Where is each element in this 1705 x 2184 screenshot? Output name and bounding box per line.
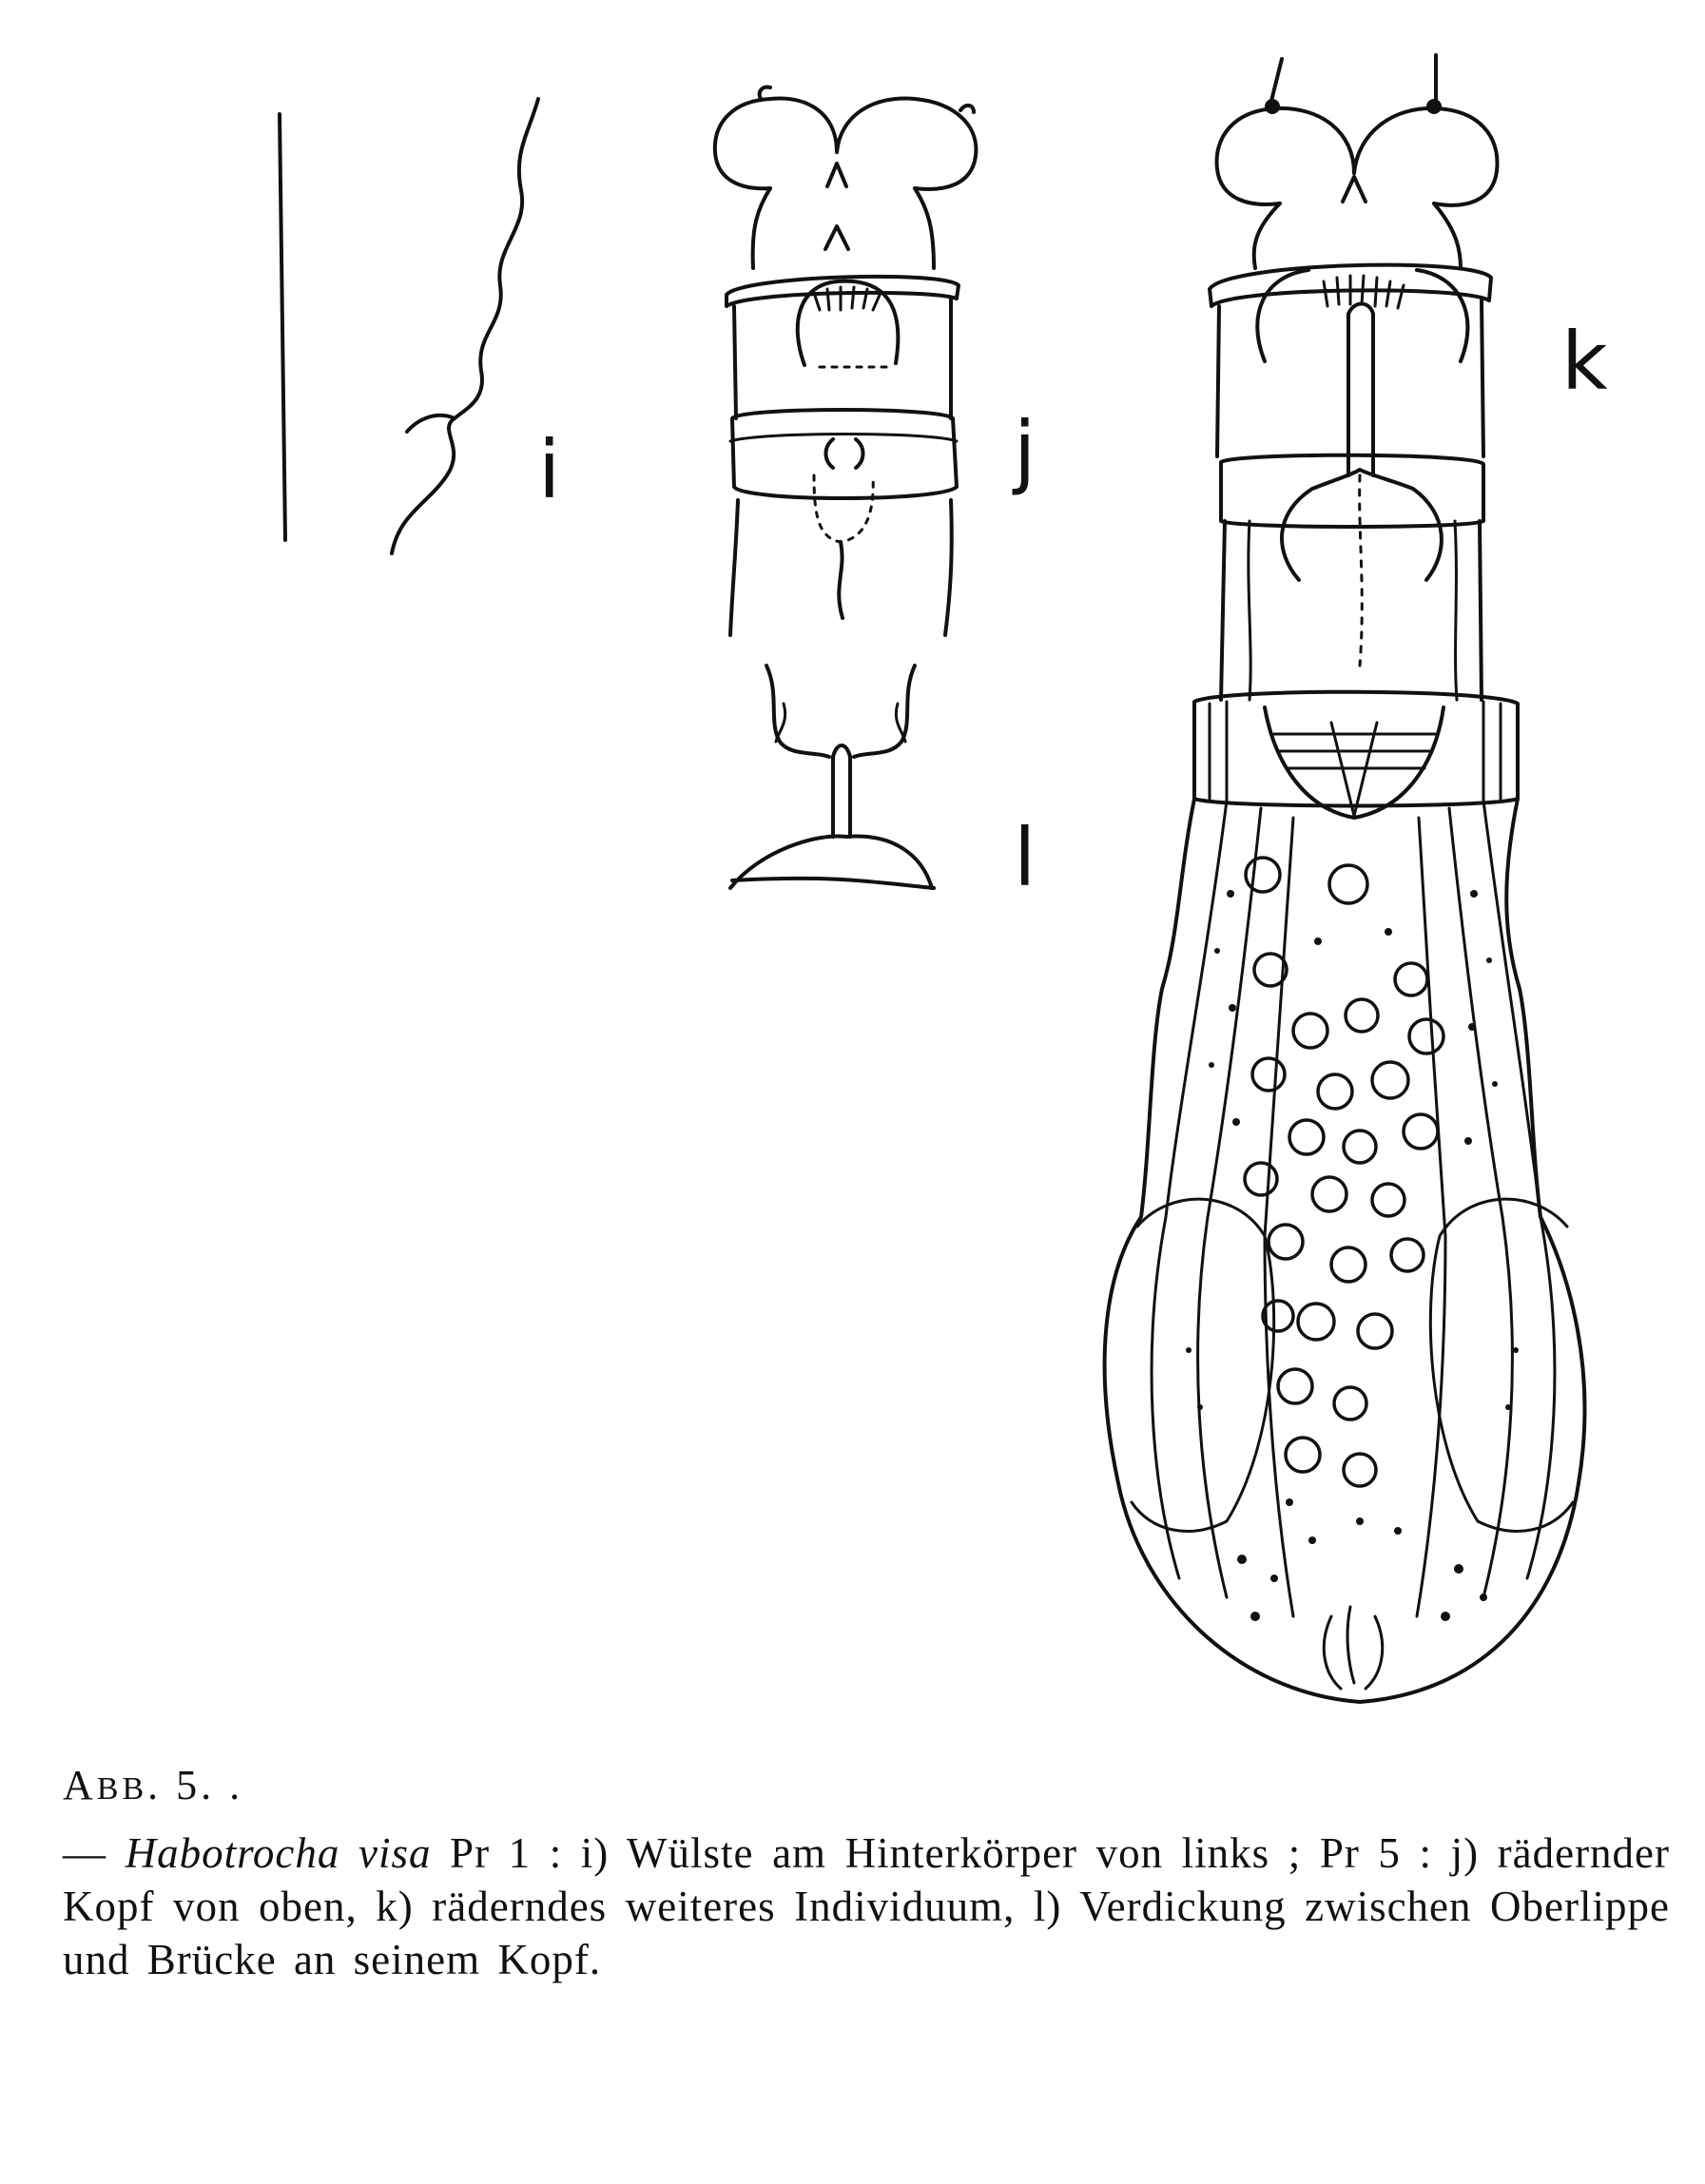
panel-k-longitudinal-right-1 [1483, 801, 1555, 1578]
panel-k-neck [1254, 203, 1461, 268]
panel-k-right-arc [1417, 270, 1467, 361]
caption-species: Habotrocha visa [125, 1829, 432, 1877]
panel-j-cilia [814, 287, 881, 310]
panel-i-wavy-line [392, 99, 538, 553]
panel-k-left-arc [1257, 270, 1308, 361]
panel-i-drawing [280, 99, 538, 553]
panel-l-base [732, 879, 934, 888]
panel-k-ring [1221, 455, 1483, 527]
figure-number [63, 1761, 1670, 1809]
panel-j-gut-tube [839, 542, 843, 618]
panel-j-ring [732, 410, 957, 498]
figure-number-lead: A [63, 1762, 97, 1808]
panel-label-j: j [1014, 404, 1037, 497]
panel-k-lower-lip [1343, 177, 1366, 202]
panel-k-left-lobe [1217, 108, 1354, 204]
panel-label-l: l [1014, 811, 1037, 904]
panel-label-k: k [1561, 315, 1608, 408]
panel-k-eggs [1245, 858, 1443, 1486]
panel-k-longitudinal-left-1 [1152, 801, 1227, 1578]
panel-j-right-lobe [837, 98, 976, 188]
panel-k-mastax-tube [1348, 304, 1373, 476]
panel-l-left-arm [766, 666, 829, 757]
panel-k-pseudo-segment [1194, 692, 1518, 806]
panel-l-stalk [833, 745, 850, 837]
panel-l-right-tip [896, 704, 905, 742]
panel-label-i: i [538, 423, 561, 516]
panel-k-granules [1186, 890, 1519, 1621]
figure-number-smallcaps: BB [96, 1771, 148, 1807]
panel-k-inner-sides [1249, 521, 1457, 700]
panel-j-ring-inner [730, 435, 957, 442]
panel-k-longitudinal-right-3 [1417, 818, 1445, 1616]
panel-k-right-bulge [1430, 1199, 1573, 1531]
panel-k-right-lobe [1354, 108, 1497, 205]
panel-k-antenna-left [1270, 59, 1282, 105]
panel-j-mouth [826, 439, 863, 468]
panel-k-trophi [1265, 707, 1443, 818]
panel-i-straight-line [280, 114, 285, 540]
panel-l-left-tip [776, 704, 785, 742]
panel-j-left-lobe [715, 98, 837, 188]
panel-k-longitudinal-left-3 [1265, 818, 1293, 1616]
panel-j-drawing [715, 87, 977, 635]
panel-l-drawing [730, 666, 934, 888]
caption-text [63, 1826, 1670, 1986]
caption-body: Pr 1 : i) Wülste am Hinterkörper von links ; Pr 5 : j) rädernder Kopf von oben, k) räderndes weiteres Individuum, l) Verdickung zwischen Oberlippe und Brücke an seinem Kopf. [63, 1829, 1671, 1983]
panel-j-dotted-gut [814, 475, 873, 542]
caption-dash: — [63, 1829, 107, 1877]
panel-k-foot-lines [1324, 1607, 1382, 1689]
panel-j-lower-lip [827, 164, 846, 186]
panel-k-trophi-lines [1274, 723, 1436, 816]
figure-caption [63, 1761, 1670, 1986]
panel-k-longitudinal-left-2 [1198, 808, 1261, 1597]
panel-l-right-arm [854, 666, 915, 757]
panel-k-dotted-gut [1360, 475, 1363, 666]
panel-j-neck [753, 188, 934, 268]
figure-number-rest: . 5. . [147, 1762, 244, 1808]
panel-j-upper-lip [825, 226, 848, 249]
panel-j-right-nub [960, 106, 974, 112]
panel-k-drawing [1105, 55, 1585, 1702]
panel-j-segment-1 [734, 299, 951, 418]
